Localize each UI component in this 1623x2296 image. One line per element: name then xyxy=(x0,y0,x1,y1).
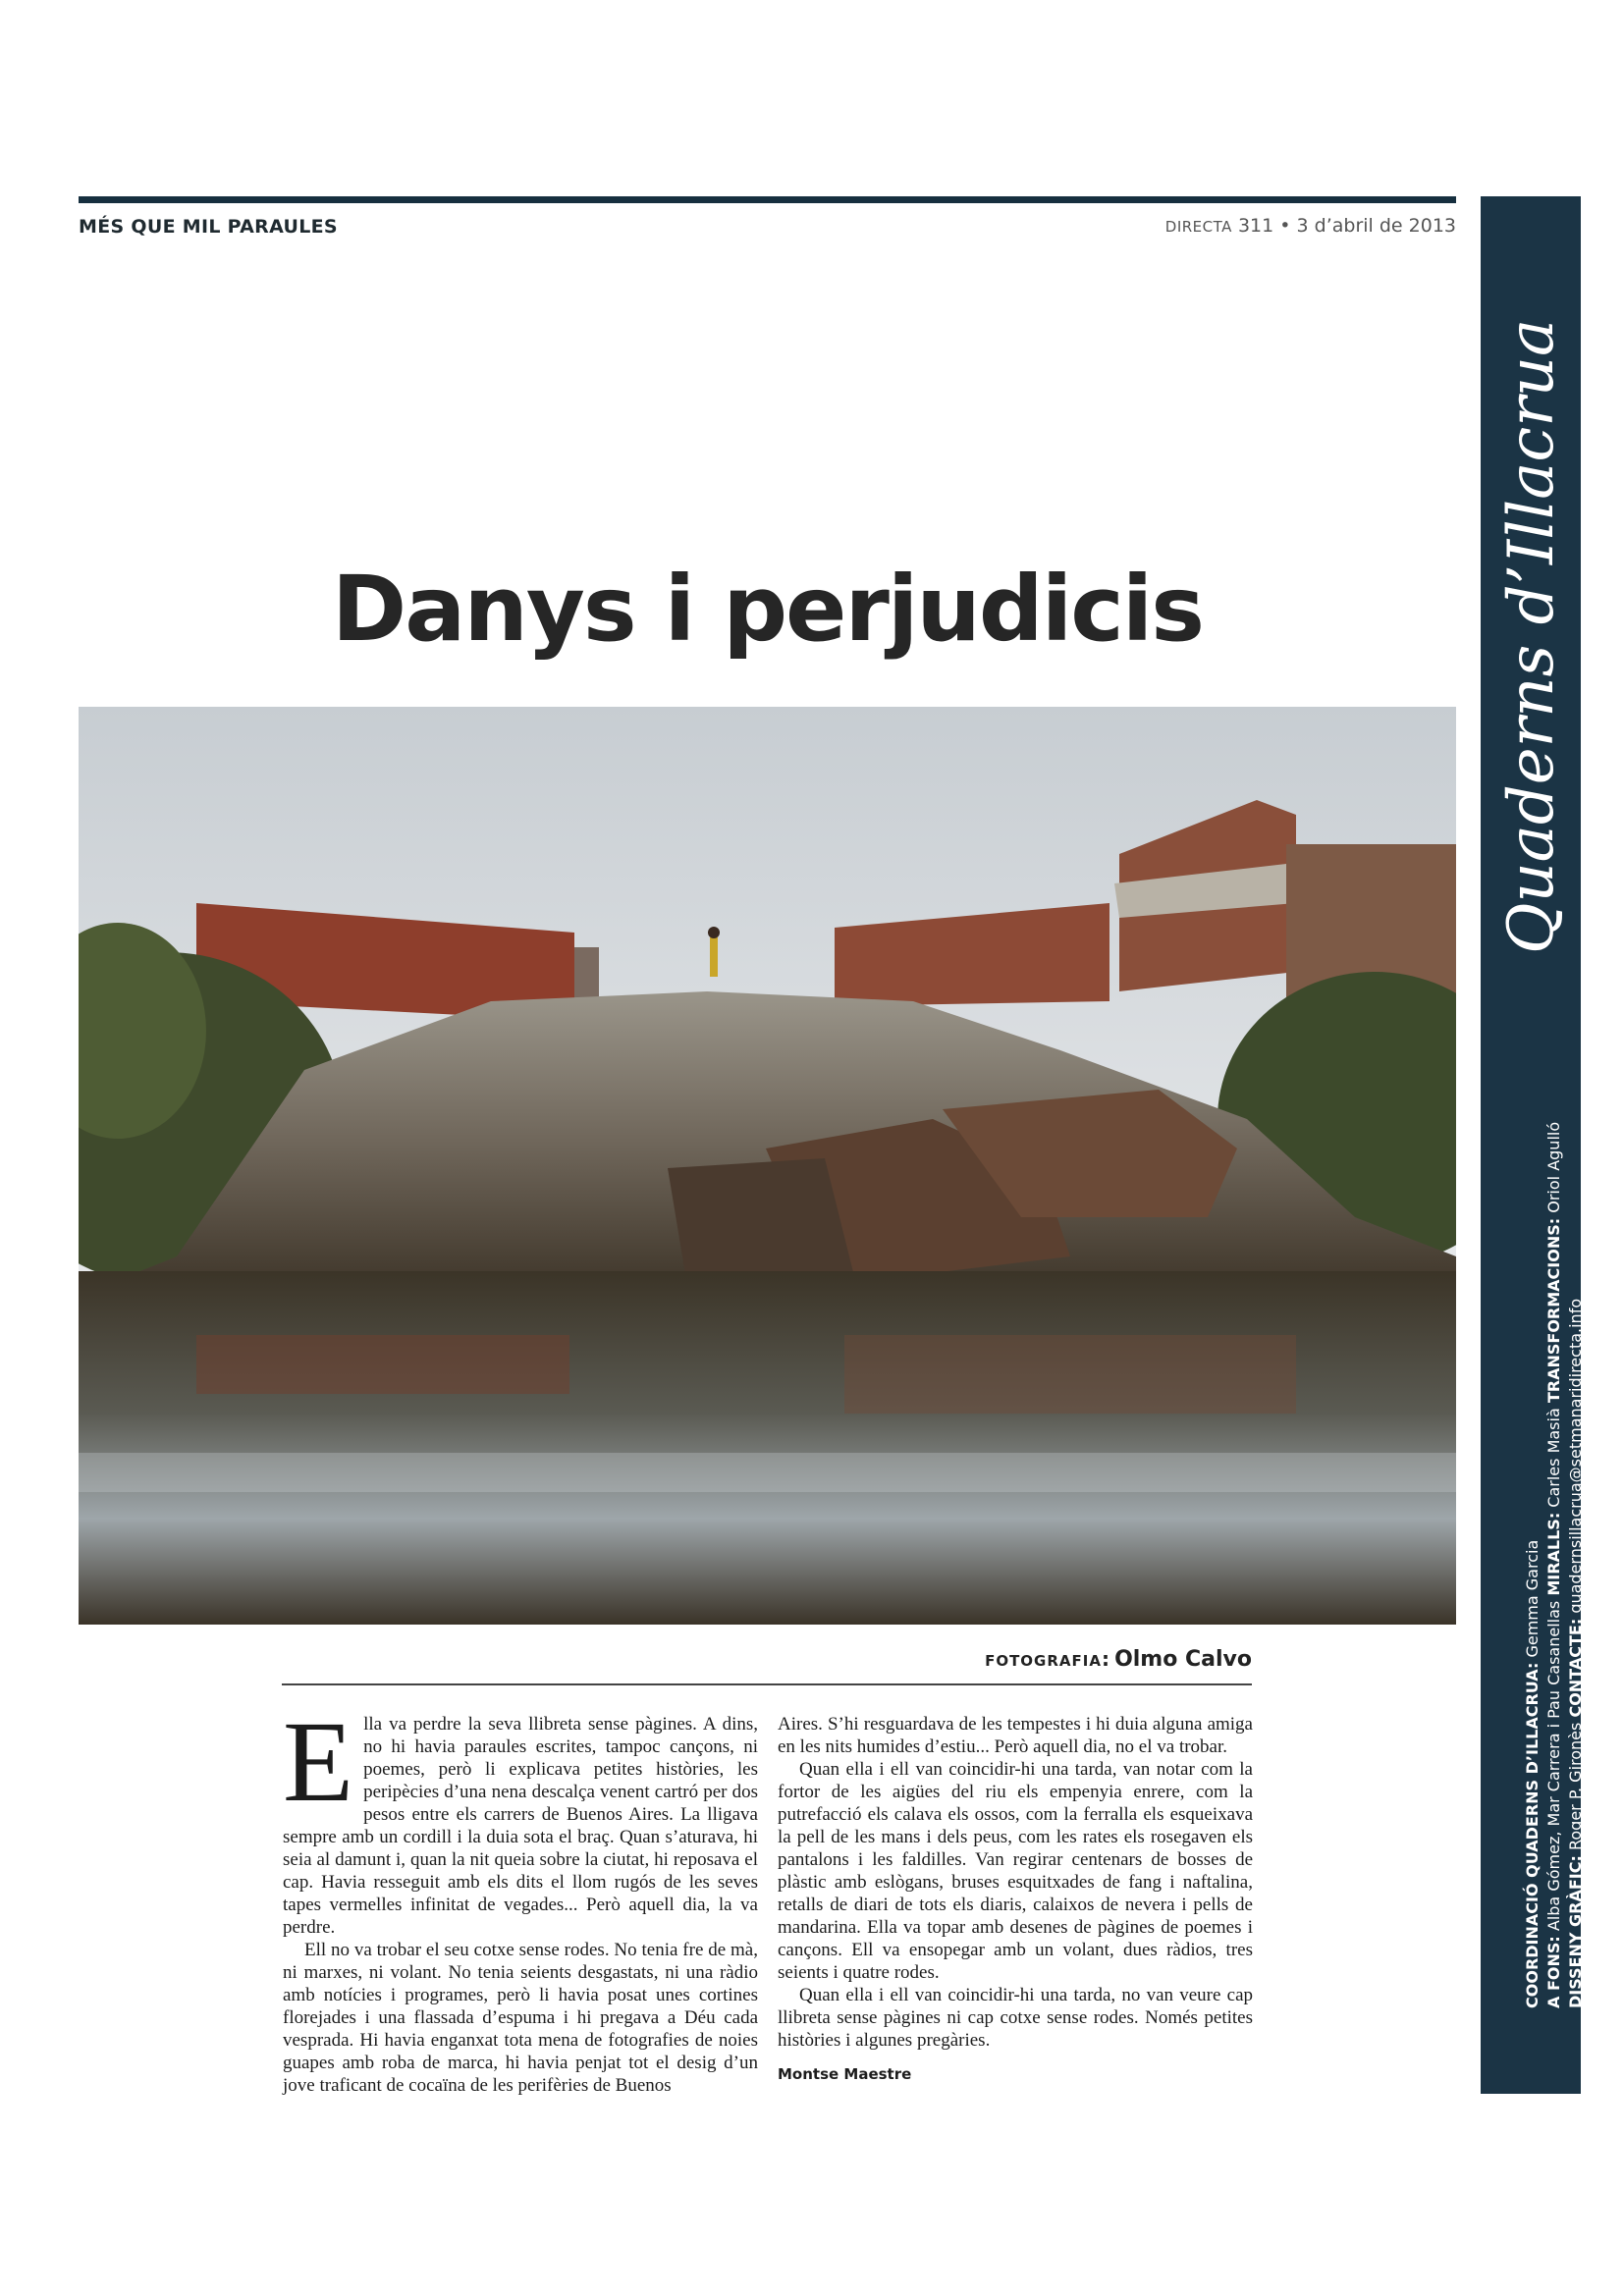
staff-credits xyxy=(1522,1122,1587,2008)
issue-date: 3 d’abril de 2013 xyxy=(1296,215,1456,237)
publication-name: DIRECTA xyxy=(1164,218,1232,236)
header-rule xyxy=(79,196,1456,203)
sidebar-brand: Quaderns d’Illacrua xyxy=(1495,318,1568,954)
paragraph: Aires. S’hi resguardava de les tempestes i hi duia alguna amiga en les nits humides d’estiu... Però aquell dia, no el va trobar. xyxy=(778,1714,1253,1757)
issue-number: 311 xyxy=(1237,215,1274,237)
credit-line-sections xyxy=(1543,1122,1565,2008)
credit-line-coordination xyxy=(1522,1122,1543,2008)
afons-label: A FONS: xyxy=(1544,1936,1563,2008)
coordination-value: Gemma Garcia xyxy=(1523,1539,1542,1658)
miralls-label: MIRALLS: xyxy=(1544,1512,1563,1596)
photographer-name: Olmo Calvo xyxy=(1114,1647,1252,1672)
paragraph: Quan ella i ell van coincidir-hi una tarda, no van veure cap llibreta sense pàgines ni cap cotxe sense rodes. Només petites històries i algunes pregàries. xyxy=(778,1985,1253,2051)
transformacions-value: Oriol Agulló xyxy=(1544,1121,1563,1213)
article-author: Montse Maestre xyxy=(778,2065,912,2083)
photo-credit xyxy=(985,1647,1252,1672)
drop-cap: E xyxy=(283,1697,354,1826)
article-photo xyxy=(79,707,1456,1625)
credit-rule xyxy=(282,1683,1252,1685)
coordination-label: COORDINACIÓ QUADERNS D’ILLACRUA: xyxy=(1523,1662,1542,2008)
photo-credit-colon: : xyxy=(1101,1647,1109,1671)
issue-info xyxy=(1165,215,1456,237)
article-title: Danys i perjudicis xyxy=(331,557,1204,662)
contact-email[interactable]: quadernsillacrua@setmanaridirecta.info xyxy=(1566,1298,1585,1614)
contact-label: CONTACTE: xyxy=(1566,1618,1585,1718)
transformacions-label: TRANSFORMACIONS: xyxy=(1544,1217,1563,1404)
paragraph: Quan ella i ell van coincidir-hi una tarda, van notar com la fortor de les aigües del riu els empenyia enrere, com la putrefacció els calava els ossos, com la ferralla els esqueixava la pell de les mans i dels peus, com les rates els rosegaven els pantalons i les faldilles. Van regirar centenars de bosses de plàstic amb eslògans, bruses esquitxades de fang i naftalina, retalls de diari de tots els diaris, calaixos de nevera i pells de mandarina. Ella va topar amb desenes de pàgines de poemes i cançons. Ell va ensopegar amb un volant, dues ràdios, tres seients i quatre rodes. xyxy=(778,1759,1253,1983)
issue-separator: • xyxy=(1279,215,1291,237)
section-name: MÉS QUE MIL PARAULES xyxy=(79,216,338,238)
article-column-1 xyxy=(283,1697,758,2097)
paragraph: Ell no va trobar el seu cotxe sense rodes. No tenia fre de mà, ni marxes, ni volant. No tenia seients desgastats, ni una ràdio amb notícies i programes, però li havia posat unes cortines florejades i una flassada d’espuma i hi pregava a Déu cada vesprada. Hi havia enganxat tota mena de fotografies de noies guapes amb roba de marca, hi havia penjat tot el desig d’un jove traficant de cocaïna de les perifèries de Buenos xyxy=(283,1940,758,2096)
credit-line-design xyxy=(1565,1122,1587,2008)
design-label: DISSENY GRÀFIC: xyxy=(1566,1855,1585,2008)
photo-credit-label: FOTOGRAFIA xyxy=(985,1652,1102,1670)
paragraph: lla va perdre la seva llibreta sense pàgines. A dins, no hi havia paraules escrites, tampoc cançons, ni poemes, però li explicava petites històries, les peripècies d’una nena descalça venent cartró per dos pesos entre els carrers de Buenos Aires. La lligava sempre amb un cordill i la duia sota el braç. Quan s’aturava, hi seia al damunt i, quan la nit queia sobre la ciutat, hi reposava el cap. Havia resseguit amb els dits el llom rugós de les seves tapes vermelles infinitat de vegades... Però aquell dia, la va perdre. xyxy=(283,1714,758,1938)
afons-value: Alba Gómez, Mar Carrera i Pau Casanellas xyxy=(1544,1600,1563,1932)
miralls-value: Carles Masià xyxy=(1544,1408,1563,1508)
article-column-2 xyxy=(778,1713,1253,2086)
design-value: Roger P. Gironès xyxy=(1566,1722,1585,1850)
